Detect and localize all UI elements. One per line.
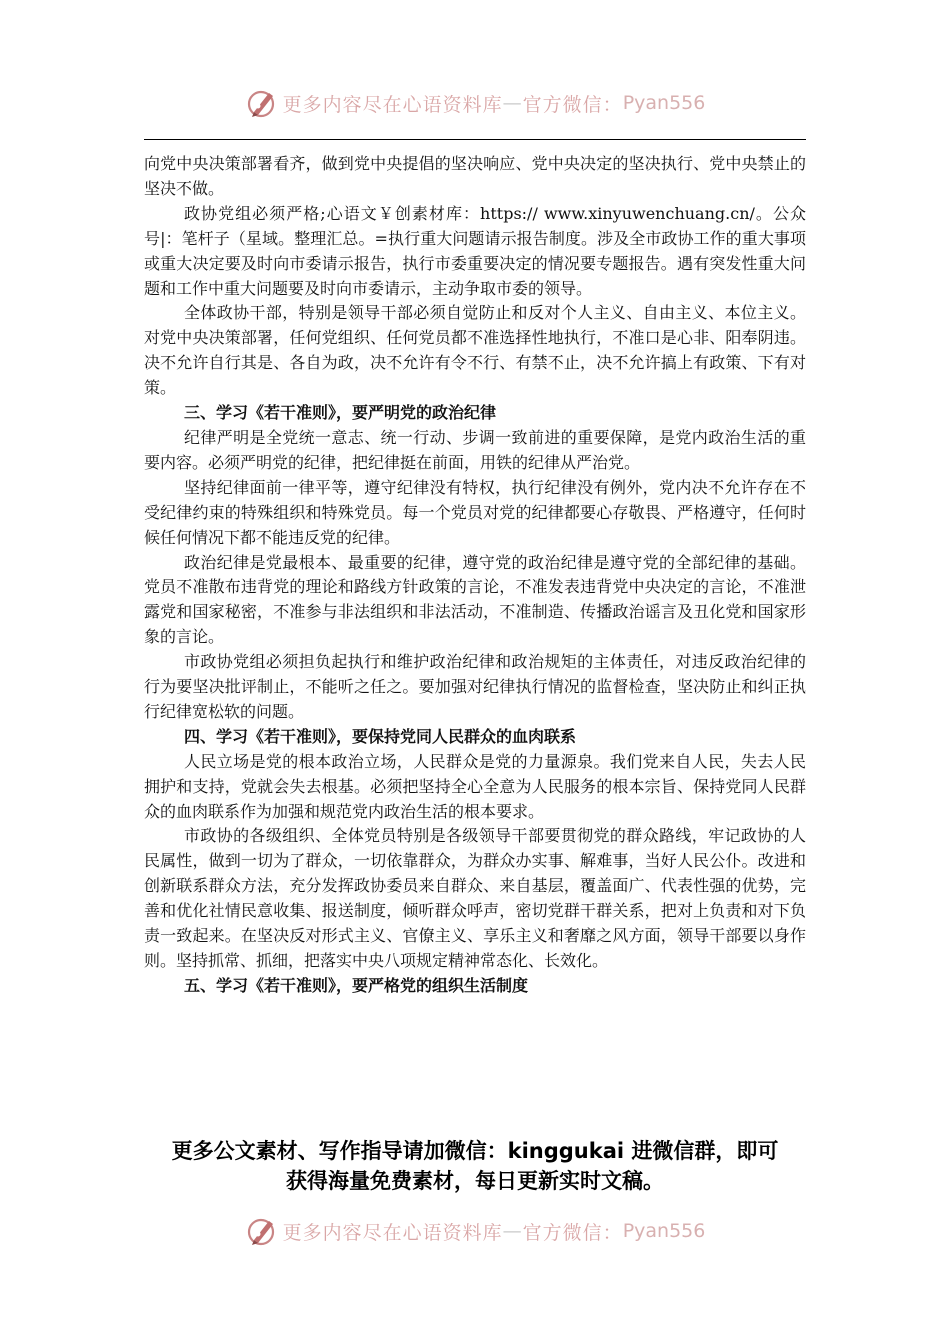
paragraph: 市政协党组必须担负起执行和维护政治纪律和政治规矩的主体责任，对违反政治纪律的行为要坚决批评制止，不能听之任之。要加强对纪律执行情况的监督检查，坚决防止和纠正执行纪律宽松软的问题。 (144, 652, 806, 721)
promo-line-1: 更多公文素材、写作指导请加微信：kinggukai 进微信群，即可 (171, 1139, 779, 1163)
paragraph: 政协党组必须严格;心语文￥创素材库：https:// www.xinyuwenchuang.cn/。公众号|：笔杆子（星域。整理汇总。=执行重大问题请示报告制度。涉及全市政协工作的重大事项或重大决定要及时向市委请示报告，执行市委重要决定的情况要专题报告。遇有突发性重大问题和工作中重大问题要及时向市委请示，主动争取市委的领导。 (144, 203, 806, 298)
watermark-suffix: 官方微信： (522, 1221, 623, 1244)
paragraph: 政治纪律是党最根本、最重要的纪律，遵守党的政治纪律是遵守党的全部纪律的基础。党员不准散布违背党的理论和路线方针政策的言论，不准发表违背党中央决定的言论，不准泄露党和国家秘密，不准参与非法组织和非法活动，不准制造、传播政治谣言及丑化党和国家形象的言论。 (144, 552, 806, 647)
watermark-separator: — (502, 92, 523, 114)
paragraph: 市政协的各级组织、全体党员特别是各级领导干部要贯彻党的群众路线，牢记政协的人民属性，做到一切为了群众，一切依靠群众，为群众办实事、解难事，当好人民公仆。改进和创新联系群众方法，充分发挥政协委员来自群众、来自基层，覆盖面广、代表性强的优势，完善和优化社情民意收集、报送制度，倾听群众呼声，密切党群干群关系，把对上负责和对下负责一致起来。在坚决反对形式主义、官僚主义、享乐主义和奢靡之风方面，领导干部要以身作则。坚持抓常、抓细，把落实中央八项规定精神常态化、长效化。 (144, 826, 806, 970)
section-heading: 四、学习《若干准则》，要保持党同人民群众的血肉联系 (184, 726, 577, 746)
paragraph-continuation: 向党中央决策部署看齐，做到党中央提倡的坚决响应、党中央决定的坚决执行、党中央禁止的坚决不做。 (144, 154, 806, 198)
watermark-code: Pyan556 (622, 92, 706, 114)
pen-logo-icon (245, 1214, 279, 1248)
watermark-suffix: 官方微信： (522, 93, 623, 116)
pen-logo-icon (245, 86, 279, 120)
paragraph: 人民立场是党的根本政治立场，人民群众是党的力量源泉。我们党来自人民，失去人民拥护和支持，党就会失去根基。必须把坚持全心全意为人民服务的根本宗旨、保持党同人民群众的血肉联系作为加强和规范党内政治生活的根本要求。 (144, 751, 806, 821)
watermark-separator: — (502, 1220, 523, 1242)
section-heading: 三、学习《若干准则》，要严明党的政治纪律 (184, 403, 497, 423)
watermark-text: 更多内容尽在心语资料库 (282, 1221, 503, 1244)
header-watermark (0, 83, 950, 123)
document-body (144, 152, 806, 999)
watermark-text: 更多内容尽在心语资料库 (282, 93, 503, 116)
promo-banner (120, 1136, 830, 1196)
paragraph: 全体政协干部，特别是领导干部必须自觉防止和反对个人主义、自由主义、本位主义。对党中央决策部署，任何党组织、任何党员都不准选择性地执行，不准口是心非、阳奉阴违。决不允许自行其是、各自为政，决不允许有令不行、有禁不止，决不允许搞上有政策、下有对策。 (144, 303, 806, 398)
paragraph: 纪律严明是全党统一意志、统一行动、步调一致前进的重要保障，是党内政治生活的重要内容。必须严明党的纪律，把纪律挺在前面，用铁的纪律从严治党。 (144, 427, 806, 472)
header-divider (144, 139, 806, 140)
footer-watermark (0, 1211, 950, 1251)
promo-line-2: 获得海量免费素材，每日更新实时文稿。 (286, 1169, 664, 1193)
paragraph: 坚持纪律面前一律平等，遵守纪律没有特权，执行纪律没有例外，党内决不允许存在不受纪律约束的特殊组织和特殊党员。每一个党员对党的纪律都要心存敬畏、严格遵守，任何时候任何情况下都不能违反党的纪律。 (144, 477, 806, 547)
watermark-code: Pyan556 (622, 1220, 706, 1242)
section-heading: 五、学习《若干准则》，要严格党的组织生活制度 (184, 975, 529, 995)
